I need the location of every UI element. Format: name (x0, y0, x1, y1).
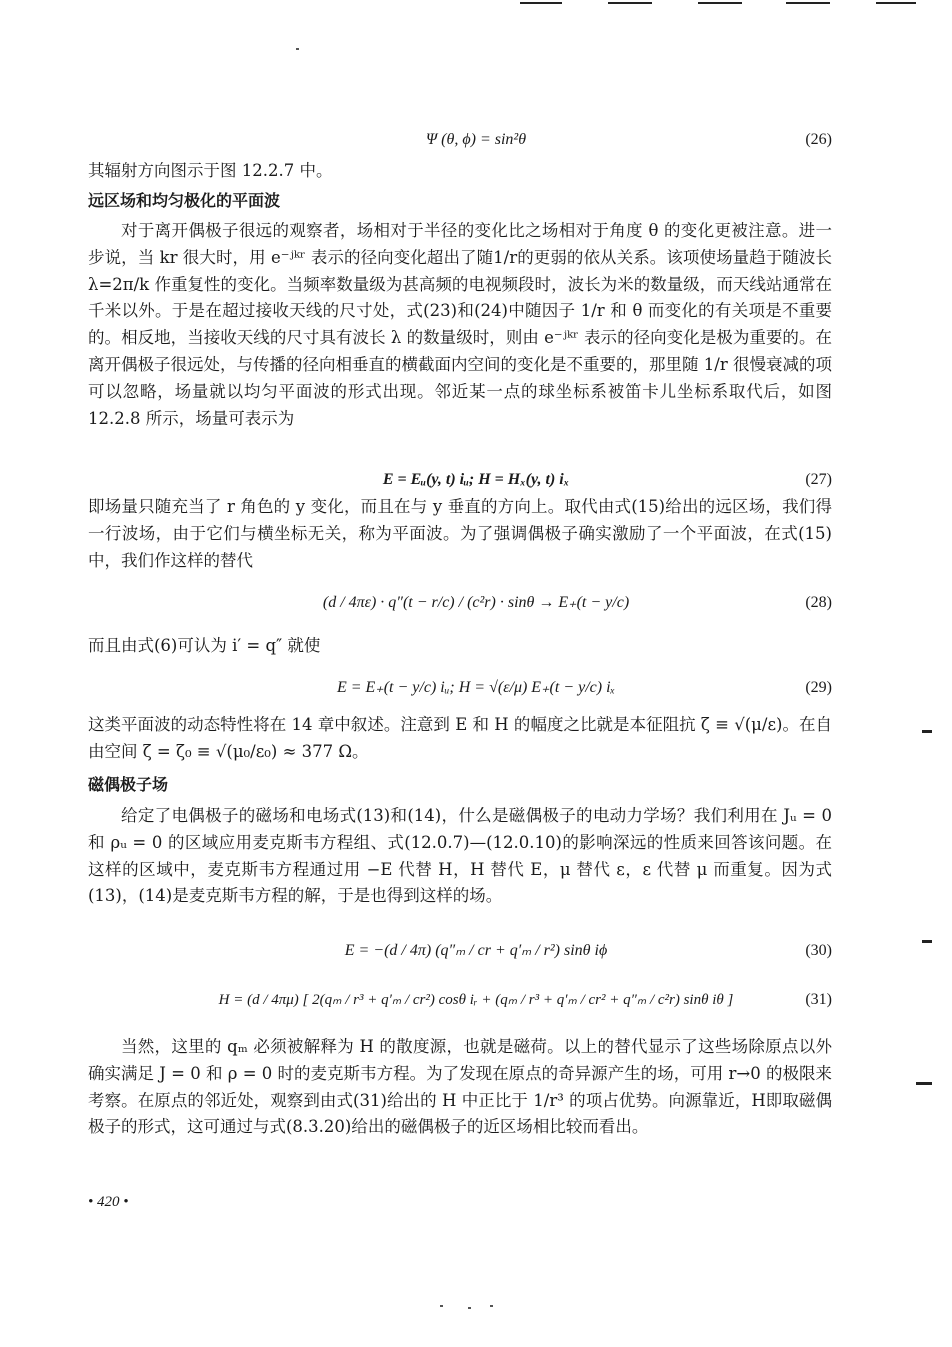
scan-speck (468, 1307, 471, 1309)
equation-26 (0, 120, 952, 160)
equation-body: (d / 4πε) · q″(t − r/c) / (c²r) · sinθ → E₊(t − y/c) (322, 594, 630, 611)
equation-body: H = (d / 4πμ) [ 2(qₘ / r³ + q′ₘ / cr²) cosθ iᵣ + (qₘ / r³ + q′ₘ / cr² + q″ₘ / c²r) sinθ iθ ] (218, 992, 734, 1008)
scan-speck (490, 1305, 493, 1307)
equation-28 (0, 583, 952, 623)
equation-body: Ψ (θ, ϕ) = sin²θ (425, 131, 527, 148)
equation-30 (0, 931, 952, 971)
header-rule (786, 2, 830, 4)
equation-number: (31) (805, 991, 832, 1008)
header-rule (876, 2, 916, 4)
equation-body: E = −(d / 4π) (q″ₘ / cr + q′ₘ / r²) sinθ iϕ (344, 942, 608, 959)
paragraph: 当然，这里的 qₘ 必须被解释为 H 的散度源，也就是磁荷。以上的替代显示了这些场除原点以外确实满足 J = 0 和 ρ = 0 时的麦克斯韦方程。为了发现在原点的奇异源产生的场，可用 r→0 的极限来考察。在原点的邻近处，观察到由式(31)给出的 H 中正比于 1/r³ 的项占优势。向源靠近，H即取磁偶极子的形式，这可通过与式(8.3.20)给出的磁偶极子的近区场相比较而看出。 (88, 1037, 832, 1137)
header-rule (608, 2, 652, 4)
section-heading: 远区场和均匀极化的平面波 (88, 191, 281, 210)
paragraph: 即场量只随充当了 r 角色的 y 变化，而且在与 y 垂直的方向上。取代由式(15)给出的远区场，我们得一行波场，由于它们与横坐标无关，称为平面波。为了强调偶极子确实激励了一个平面波，在式(15)中，我们作这样的替代 (88, 497, 832, 570)
paragraph: 给定了电偶极子的磁场和电场式(13)和(14)，什么是磁偶极子的电动力学场？我们利用在 Jᵤ = 0 和 ρᵤ = 0 的区域应用麦克斯韦方程组、式(12.0.7)—(12.0.10)的影响深远的性质来回答该问题。在这样的区域中，麦克斯韦方程通过用 −E 代替 H，H 替代 E，μ 替代 ε，ε 代替 μ 而重复。因为式(13)，(14)是麦克斯韦方程的解，于是也得到这样的场。 (88, 806, 832, 906)
paragraph: 这类平面波的动态特性将在 14 章中叙述。注意到 E 和 H 的幅度之比就是本征阻抗 ζ ≡ √(μ/ε)。在自由空间 ζ = ζ₀ ≡ √(μ₀/ε₀) ≈ 377 Ω。 (88, 715, 832, 761)
paragraph: 对于离开偶极子很远的观察者，场相对于半径的变化比之场相对于角度 θ 的变化更被注意。进一步说，当 kr 很大时，用 e⁻ʲᵏʳ 表示的径向变化超出了随1/r的更弱的依从关系。该项使场量趋于随波长 λ=2π/k 作重复性的变化。当频率数量级为甚高频的电视频段时，波长为米的数量级，而天线站通常在千米以外。于是在超过接收天线的尺寸处，式(23)和(24)中随因子 1/r 和 θ 而变化的有关项是不重要的。相反地，当接收天线的尺寸具有波长 λ 的数量级时，则由 e⁻ʲᵏʳ 表示的径向变化是极为重要的。在离开偶极子很远处，与传播的径向相垂直的横截面内空间的变化是不重要的，那里随 1/r 很慢衰减的项可以忽略，场量就以均匀平面波的形式出现。邻近某一点的球坐标系被笛卡儿坐标系取代后，如图 12.2.8 所示，场量可表示为 (88, 221, 832, 428)
paragraph: 其辐射方向图示于图 12.2.7 中。 (88, 161, 333, 180)
scan-speck (440, 1305, 443, 1307)
equation-number: (27) (805, 471, 832, 488)
equation-body: E = E₊(t − y/c) iᵤ; H = √(ε/μ) E₊(t − y/c) iₓ (336, 679, 616, 696)
page-number: • 420 • (88, 1194, 129, 1210)
scan-margin-mark (916, 1082, 932, 1085)
scan-margin-mark (922, 940, 932, 943)
scan-speck (296, 48, 299, 50)
paragraph: 而且由式(6)可认为 i′ = q″ 就使 (88, 636, 321, 655)
scan-margin-mark (922, 730, 932, 733)
equation-29 (0, 668, 952, 708)
header-rule (698, 2, 742, 4)
equation-number: (28) (805, 594, 832, 611)
equation-31 (0, 980, 952, 1020)
equation-number: (29) (805, 679, 832, 696)
equation-number: (26) (805, 131, 832, 148)
equation-number: (30) (805, 942, 832, 959)
header-rule (520, 2, 562, 4)
section-heading: 磁偶极子场 (88, 775, 169, 794)
equation-body: E = Eᵤ(y, t) iᵤ; H = Hₓ(y, t) iₓ (382, 471, 570, 488)
